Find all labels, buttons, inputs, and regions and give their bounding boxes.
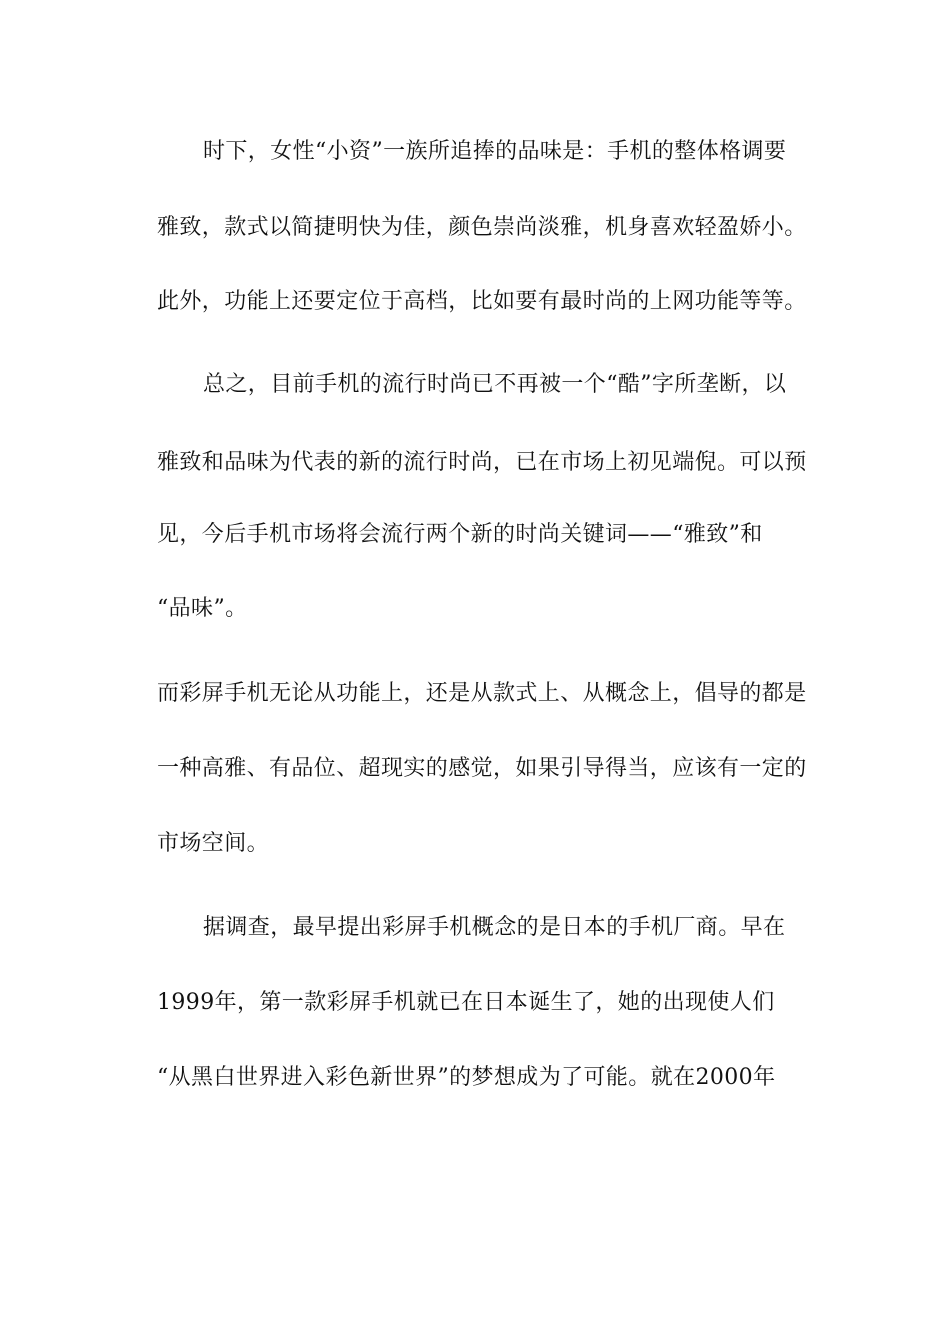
paragraph-4-line-1: 据调查，最早提出彩屏手机概念的是日本的手机厂商。早在 [203, 915, 786, 940]
paragraph-3-line-3: 市场空间。 [157, 831, 270, 856]
paragraph-2-line-1: 总之，目前手机的流行时尚已不再被一个“酷”字所垄断，以 [203, 372, 787, 397]
paragraph-2-line-3: 见，今后手机市场将会流行两个新的时尚关键词——“雅致”和 [157, 522, 763, 547]
paragraph-1-line-3: 此外，功能上还要定位于高档，比如要有最时尚的上网功能等等。 [157, 289, 807, 314]
paragraph-3-line-2: 一种高雅、有品位、超现实的感觉，如果引导得当，应该有一定的 [157, 756, 807, 781]
paragraph-4-line-2: 1999年，第一款彩屏手机就已在日本诞生了，她的出现使人们 [157, 990, 775, 1015]
paragraph-2-line-4: “品味”。 [157, 596, 248, 621]
paragraph-3-line-1: 而彩屏手机无论从功能上，还是从款式上、从概念上，倡导的都是 [157, 681, 807, 706]
paragraph-1-line-2: 雅致，款式以简捷明快为佳，颜色崇尚淡雅，机身喜欢轻盈娇小。 [157, 215, 807, 240]
paragraph-2-line-2: 雅致和品味为代表的新的流行时尚，已在市场上初见端倪。可以预 [157, 450, 807, 475]
paragraph-4-line-3: “从黑白世界进入彩色新世界”的梦想成为了可能。就在2000年 [157, 1065, 776, 1090]
paragraph-1-line-1: 时下，女性“小资”一族所追捧的品味是：手机的整体格调要 [203, 139, 787, 164]
